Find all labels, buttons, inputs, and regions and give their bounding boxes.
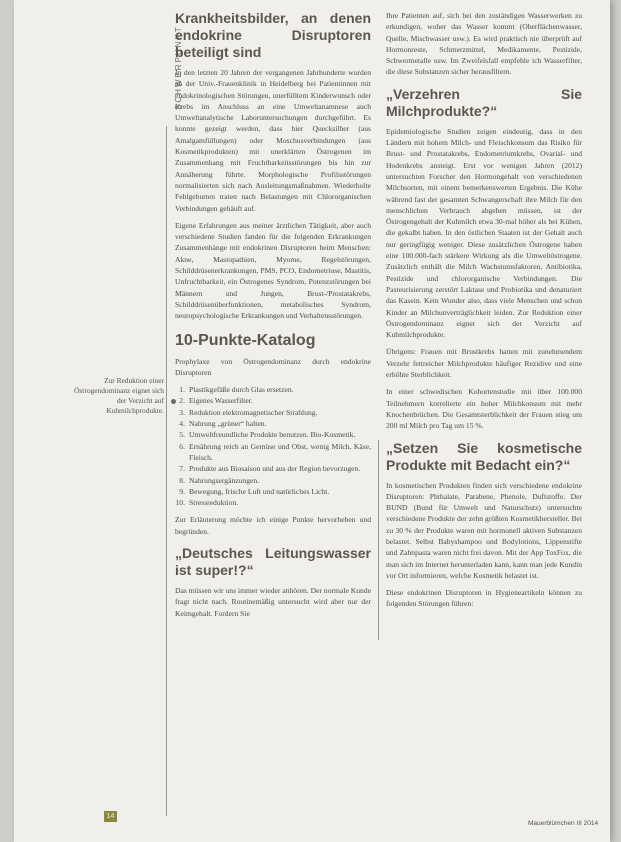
list-item: 4. Nahrung „grüner“ halten. [179, 419, 267, 429]
list-item: 1. Plastikgefäße durch Glas ersetzen. [179, 385, 294, 395]
paragraph: Ihre Patienten auf, sich bei den zuständigen Wasserwerken zu erkundigen, woher das Wasser kommt (Oberflächenwasser, Quelle, Mischwasser usw.). Es wird praktisch nie überprüft auf Hormonreste, Schmerzmittel, Medikamente, Pestizide, Schwermetalle usw. Im Zweifelsfall empfehle ich Wasserfilter, die diese Substanzen sicher herausfiltern. [386, 11, 582, 77]
heading-milchprodukte: „Verzehren Sie Milchprodukte?“ [386, 85, 582, 119]
list-item: 6. Ernährung reich an Gemüse und Obst, wenig Milch, Käse, Fleisch. [179, 441, 371, 462]
paragraph: Zur Erläuterung möchte ich einige Punkte hervorheben und begründen. [175, 515, 371, 536]
page-number: 14 [104, 811, 117, 822]
column-left [175, 10, 371, 625]
paragraph: Eigene Erfahrungen aus meiner ärztlichen Tätigkeit, aber auch verschiedene Studien fanden für die folgenden Erkrankungen Zusammenhänge mit endokrinen Disruptoren beim Menschen: Akne, Mastopathien, Myome, Regelstörungen, Schilddrüsenerkrankungen, PMS, PCO, Endometriose, Mastitis, Unfruchtbarkeit, ein Östrogenes Syndrom, Potenzstörungen bei Männern und Jungen, Brust-/Prostatakrebs, Schilddrüsenüberfunktionen, metabolisches Syndrom, neuropsychologische Erkrankungen und Verhaltensstörungen. [175, 220, 371, 321]
paragraph: In den letzten 20 Jahren der vergangenen Jahrhunderte wurden an der Univ.-Frauenklinik in Heidelberg bei Patientinnen mit endokrinologischen Störungen, unerfülltem Kinderwunsch oder Krebs im Anschluss an eine Umweltanamnese auch Umweltanalytische Laboruntersuchungen durchgeführt. Es konnte gezeigt werden, dass hier Quecksilber (aus Amalgamfüllungen) oder Moschusverbindungen (aus Kosmetikprodukten) mit unerklärten Östrogenen im Zusammenhang mit Fruchtbarkeitsstörungen bis hin zur Annäherung führte. Morphologische Profilsstörungen normalisierten sich nach Ausleitungsmaßnahmen. Wiederholte Fehlgeburten traten nach Belastungen mit Chlororganischen Verbindungen gehäuft auf. [175, 68, 371, 213]
prophylaxis-list [175, 384, 371, 508]
paragraph: Übrigens: Frauen mit Brustkrebs hatten mit zunehmendem Verzehr fettreicher Milchprodukte häufiger Rezidive und eine erhöhte Sterblichkeit. [386, 347, 582, 380]
paragraph: Das müssen wir uns immer wieder anhören. Der normale Kunde fragt nicht nach. Routinemäßig untersucht wird aber nur der Keimgehalt. Fordern Sie [175, 585, 371, 618]
section-label [162, 10, 183, 120]
paragraph: In einer schwedischen Kohortenstudie mit über 100.000 Teilnehmern korrelierte ein hoher Milchkonsum mit mehr Knochenbrüchen. Die Gesamtsterblichkeit der Frauen stieg um 200 ml Milch pro Tag um 15 %. [386, 387, 582, 431]
list-item: 8. Nahrungsergänzungen. [179, 475, 260, 485]
column-right [386, 10, 582, 616]
heading-krankheitsbilder: Krankheitsbilder, an denen endokrine Disruptoren beteiligt sind [175, 10, 371, 60]
list-item: 7. Produkte aus Biosaison und aus der Region bevorzugen. [179, 464, 361, 474]
paragraph: Diese endokrinen Disruptoren in Hygieneartikeln können zu folgenden Störungen führen: [386, 588, 582, 609]
paragraph: Epidemiologische Studien zeigen eindeutig, dass in den Ländern mit hohem Milch- und Fleischkonsum das Risiko für Brust- und Prostatakrebs, Endometriumkrebs, Ovarial- und Hodenkrebs ansteigt. Erst vor wenigen Jahren (2012) untersuchten Forscher den Hormongehalt von verschiedenen Milchsorten, mit einem bemerkenswerten Ergebnis. Die Kühe während fast der gesamten Schwangerschaft ihre Milch für den menschlichen Verbrauch abgeben müssen, ist der Östrogengehalt der Kuhmilch etwa 30-mal höher als bei Kühen, die gekalbt haben. In den östlichen Staaten ist der Gehalt auch nur geringfügig weniger. Diese zusätzlichen Östrogene haben eine 100.000-fach stärkere Wirkung als die Umweltöstrogene. Zusätzlich enthält die Milch Wachstumsfaktoren, Antibiotika, Pestizide und chlororganische Verbindungen. Die Pasteurisierung zerstört Laktase und Probiotika und denaturiert das Kasein. Kein Wunder also, dass viele Menschen und schon Kinder an Milchunverträglichkeit leiden. Zur Reduktion einer Östrogendominanz eignet sich der Verzicht auf Kuhmilchprodukte. [386, 126, 582, 340]
heading-leitungswasser: „Deutsches Leitungswasser ist super!?“ [175, 544, 371, 578]
list-item: 2. Eigenes Wasserfilter. [179, 396, 253, 406]
list-item: 3. Reduktion elektromagnetischer Strahlung. [179, 407, 318, 417]
heading-kosmetische-produkte: „Setzen Sie kosmetische Produkte mit Bedacht ein?“ [386, 439, 582, 473]
section-label-text: SCHWERPUNKT [174, 25, 183, 110]
paragraph: In kosmetischen Produkten finden sich verschiedene endokrine Disruptoren: Phthalate, Parabene, Phenole, Duftstoffe. Der BUND (Bund für Umwelt und Naturschutz) untersuchte verschiedene Produkte der zehn größten Kosmetikhersteller. Bei zu 30 % der Produkte waren mit hormonell aktiven Substanzen belastet. Selbst Babyshampoo und Bodylotions, Lippenstifte und Zahnpasta waren nicht frei davon. Mit der App ToxFox, die man sich im Internet herunterladen kann, kann man jede Kundin vor Ort informieren, welche Kosmetik belastet ist. [386, 480, 582, 580]
list-item: 10. Stressreduktion. [175, 498, 239, 508]
heading-10-punkte-katalog: 10-Punkte-Katalog [175, 331, 316, 349]
pull-quote: Zur Reduktion einer Östrogendominanz eignet sich der Verzicht auf Kuhmilchprodukte. [74, 376, 164, 415]
paragraph: Prophylaxe von Östrogendominanz durch endokrine Disruptoren [175, 356, 371, 377]
footer-issue: Mauerblümchen III 2014 [528, 820, 599, 827]
column-rule-left [166, 126, 167, 816]
list-item: 9. Bewegung, frische Luft und natürliches Licht. [179, 486, 330, 496]
column-rule-middle [378, 440, 379, 640]
list-item: 5. Umweltfreundliche Produkte benutzen. Bio-Kosmetik. [179, 430, 356, 440]
magazine-page [14, 0, 610, 842]
